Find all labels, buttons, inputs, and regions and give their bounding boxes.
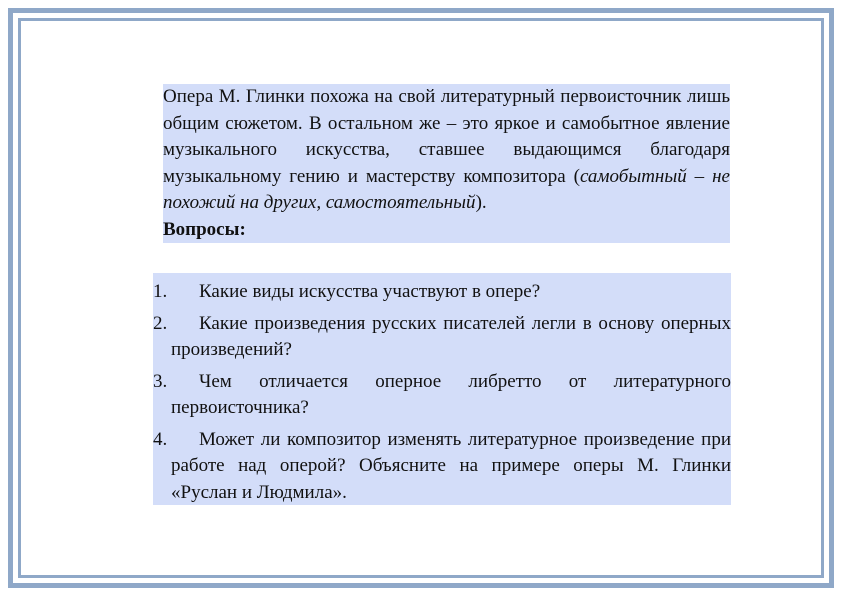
question-number: 1. <box>153 281 168 302</box>
text-block <box>163 84 730 243</box>
question-number: 3. <box>153 370 168 392</box>
question-number: 2. <box>153 312 168 334</box>
question-text: Какие виды искусства участвуют в опере? <box>199 281 541 302</box>
questions-list <box>153 273 731 505</box>
questions-heading: Вопросы: <box>163 218 246 240</box>
question-item <box>153 427 731 507</box>
paragraph-italic: самобытный – не похожий на других, самостоятельный <box>163 165 730 213</box>
intro-paragraph <box>163 84 730 217</box>
paragraph-end: ). <box>475 192 487 213</box>
question-item <box>153 311 731 364</box>
paragraph-text: Опера М. Глинки похожа на свой литературный первоисточник лишь общим сюжетом. В остальном же – это яркое и самобытное явление музыкального искусства, ставшее выдающимся благодаря музыкальному гению и мастерству композитора ( <box>163 86 730 187</box>
question-item <box>153 369 731 422</box>
question-text: Может ли композитор изменять литературное произведение при работе над оперой? Объясните на примере оперы М. Глинки «Руслан и Людмила». <box>171 428 731 503</box>
question-text: Какие произведения русских писателей легли в основу оперных произведений? <box>171 312 731 360</box>
question-item <box>153 279 731 306</box>
question-number: 4. <box>153 428 168 450</box>
question-text: Чем отличается оперное либретто от литературного первоисточника? <box>171 370 731 418</box>
